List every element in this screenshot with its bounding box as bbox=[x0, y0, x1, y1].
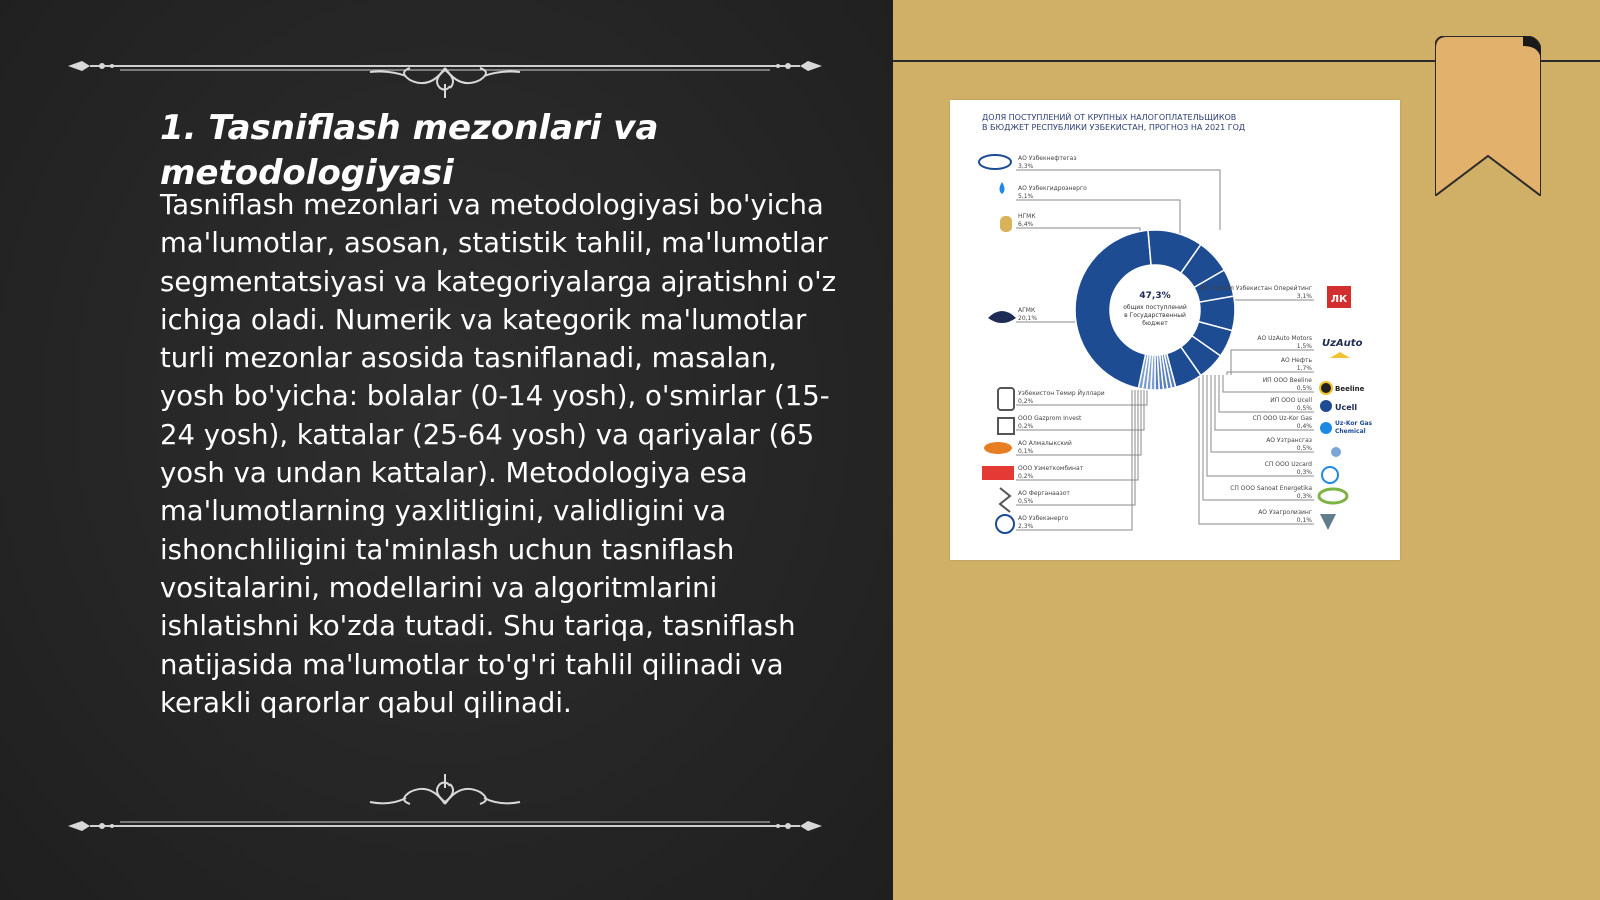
left-label-name: ООО Gazprom Invest bbox=[1018, 415, 1082, 422]
right-label-value: 0,4% bbox=[1296, 423, 1312, 430]
uzbekenergo-logo-icon bbox=[996, 515, 1014, 533]
ornament-top bbox=[60, 40, 830, 100]
left-label-value: 0,2% bbox=[1018, 423, 1034, 430]
gazprom-logo-icon bbox=[998, 418, 1014, 434]
left-label-value: 2,3% bbox=[1018, 523, 1034, 530]
water-drop-icon bbox=[1000, 182, 1005, 194]
right-logos bbox=[1319, 286, 1373, 530]
right-label-name: СП ООО Uzcard bbox=[1264, 461, 1312, 468]
slide-body-text: Tasniflash mezonlari va metodologiyasi bo'yicha ma'lumotlar, asosan, statistik tahlil, ma'lumotlar segmentatsiyasi va kategoriyalarga ajratishni o'z ichiga oladi. Numerik va kategorik ma'lumotlar turli mezonlar asosida tasniflanadi, masalan, yosh bo'yicha: bolalar (0-14 yosh), o'smirlar (15-24 yosh), kattalar (25-64 yosh) va qariyalar (65 yosh va undan kattalar). Metodologiya esa ma'lumotlarning yaxlitligini, validligini va ishonchliligini ta'minlash uchun tasniflash vositalarini, modellarini va algoritmlarini ishlatishni ko'zda tutadi. Shu tariqa, tasniflash natijasida ma'lumotlar to'g'ri tahlil qilinadi va kerakli qarorlar qabul qilinadi. bbox=[160, 189, 837, 719]
ucell-logo-icon bbox=[1320, 400, 1332, 412]
svg-text:Chemical: Chemical bbox=[1335, 428, 1366, 435]
right-label-value: 0,5% bbox=[1296, 385, 1312, 392]
donut-center-value: 47,3% bbox=[1139, 291, 1171, 301]
left-label-name: НГМК bbox=[1018, 213, 1036, 220]
svg-text:Beeline: Beeline bbox=[1335, 385, 1365, 393]
svg-text:ЛК: ЛК bbox=[1330, 294, 1348, 305]
left-label-value: 0,1% bbox=[1018, 448, 1034, 455]
left-label-name: АГМК bbox=[1018, 307, 1036, 314]
agmk-logo-icon bbox=[988, 311, 1016, 323]
right-label-value: 1,7% bbox=[1296, 365, 1312, 372]
ngmk-logo-icon bbox=[1000, 216, 1012, 232]
right-label-name: АО Узтрансгаз bbox=[1266, 437, 1312, 444]
uzcard-logo-icon bbox=[1322, 467, 1338, 483]
svg-text:Ucell: Ucell bbox=[1335, 403, 1358, 412]
donut-center-caption-3: бюджет bbox=[1142, 320, 1168, 327]
right-label-name: ИП Лукойл Узбекистан Оперейтинг bbox=[1199, 285, 1312, 292]
donut-center-caption-1: общих поступлений bbox=[1123, 304, 1187, 311]
energetika-logo-icon bbox=[1319, 489, 1347, 503]
left-label-name: АО Узбекгидроэнерго bbox=[1018, 185, 1087, 192]
right-label-value: 0,1% bbox=[1296, 517, 1312, 524]
left-logos bbox=[979, 155, 1016, 533]
left-label-value: 3,3% bbox=[1018, 163, 1034, 170]
right-label-value: 0,3% bbox=[1296, 469, 1312, 476]
right-label-name: ИП ООО Beeline bbox=[1262, 377, 1312, 384]
svg-text:Uz-Kor Gas: Uz-Kor Gas bbox=[1335, 420, 1373, 427]
uzauto-logo-icon: UzAuto bbox=[1322, 338, 1363, 349]
right-label-name: АО Нефть bbox=[1280, 357, 1312, 364]
right-label-name: АО UzAuto Motors bbox=[1257, 335, 1312, 342]
left-label-value: 5,1% bbox=[1018, 193, 1034, 200]
connector-line bbox=[1016, 390, 1132, 530]
beeline-logo-icon bbox=[1320, 382, 1332, 394]
right-label-value: 0,5% bbox=[1296, 405, 1312, 412]
right-label-name: ИП ООО Ucell bbox=[1270, 397, 1312, 404]
connector-line bbox=[1016, 390, 1135, 505]
right-label-value: 1,5% bbox=[1296, 343, 1312, 350]
uzbekneftegaz-logo-icon bbox=[979, 155, 1011, 169]
right-label-name: СП ООО Uz-Kor Gas bbox=[1252, 415, 1312, 422]
tax-share-infographic bbox=[950, 100, 1400, 560]
left-label-value: 0,2% bbox=[1018, 473, 1034, 480]
connector-line bbox=[1227, 372, 1314, 375]
infographic-graphic bbox=[950, 100, 1400, 560]
right-label-value: 3,1% bbox=[1296, 293, 1312, 300]
right-label-name: СП ООО Sanoat Energetika bbox=[1230, 485, 1312, 492]
almalyk-logo-icon bbox=[984, 442, 1012, 454]
ornament-bottom bbox=[60, 772, 830, 832]
right-label-name: АО Узагролизинг bbox=[1258, 509, 1312, 516]
railway-logo-icon bbox=[998, 388, 1014, 410]
left-label-name: АО Узбекэнерго bbox=[1018, 515, 1069, 522]
bookmark-ribbon bbox=[1435, 36, 1541, 196]
left-label-name: АО Узбекнефтегаз bbox=[1018, 155, 1077, 162]
infographic-title-line-1: ДОЛЯ ПОСТУПЛЕНИЙ ОТ КРУПНЫХ НАЛОГОПЛАТЕЛЬЩИКОВ bbox=[982, 113, 1237, 122]
uzkorgas-logo-icon bbox=[1320, 422, 1332, 434]
left-label-name: Узбекистон Темир Йуллари bbox=[1018, 390, 1105, 397]
infographic-title-line-2: В БЮДЖЕТ РЕСПУБЛИКИ УЗБЕКИСТАН, ПРОГНОЗ НА 2021 ГОД bbox=[982, 123, 1246, 132]
left-label-value: 6,4% bbox=[1018, 221, 1034, 228]
left-label-value: 0,2% bbox=[1018, 398, 1034, 405]
left-label-name: ООО Узметкомбинат bbox=[1018, 465, 1084, 472]
right-label-value: 0,3% bbox=[1296, 493, 1312, 500]
uztransgaz-logo-icon bbox=[1331, 447, 1341, 457]
azot-logo-icon bbox=[1000, 488, 1010, 512]
slide-title: 1. Tasniflash mezonlari va metodologiyasi bbox=[160, 108, 659, 193]
right-label-value: 0,5% bbox=[1296, 445, 1312, 452]
metcombinat-logo-icon bbox=[982, 466, 1014, 480]
left-label-name: АО Ферганаазот bbox=[1018, 490, 1070, 497]
left-label-value: 0,5% bbox=[1018, 498, 1034, 505]
left-label-value: 20,1% bbox=[1018, 315, 1038, 322]
agroleasing-logo-icon bbox=[1320, 514, 1336, 530]
donut-center-caption-2: в Государственный bbox=[1124, 312, 1186, 319]
left-label-name: АО Алмалыкский bbox=[1018, 440, 1072, 447]
oil-company-logo-icon bbox=[1330, 352, 1350, 358]
